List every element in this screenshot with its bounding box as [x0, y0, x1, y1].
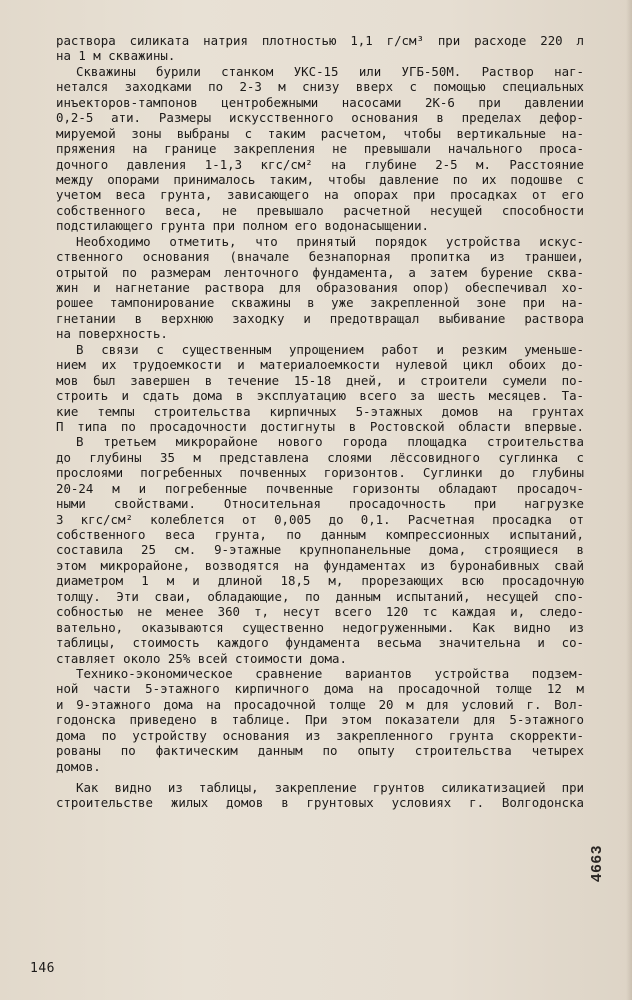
text-line: диаметром 1 м и длиной 18,5 м, прорезающих всю просадочную	[56, 573, 584, 589]
text-line: дома по устройству основания из закрепленного грунта скорректи-	[56, 727, 584, 743]
text-line: Скважины бурили станком УКС-15 или УГБ-50М. Раствор наг-	[76, 63, 584, 79]
text-line: ными свойствами. Относительная просадочность при нагрузке	[56, 496, 584, 512]
text-line: пряжения на границе закрепления не превышали начального проса-	[56, 141, 584, 157]
text-line: мов был завершен в течение 15-18 дней, и строители сумели по-	[56, 372, 584, 388]
text-line: между опорами принималось таким, чтобы давление по их подошве с	[56, 171, 584, 187]
text-line: домов.	[56, 758, 101, 774]
text-line: 0,2-5 ати. Размеры искусственного основания в пределах дефор-	[56, 110, 584, 126]
text-line: составила 25 см. 9-этажные крупнопанельные дома, строящиеся в	[56, 542, 584, 558]
text-line: 20-24 м и погребенные почвенные горизонты обладают просадоч-	[56, 480, 584, 496]
text-line: подстилающего грунта при полном его водонасыщении.	[56, 218, 429, 234]
text-line: нетался заходками по 2-3 м снизу вверх с помощью специальных	[56, 79, 584, 95]
text-line: на 1 м скважины.	[56, 48, 176, 64]
text-line: Технико-экономическое сравнение вариантов устройства подзем-	[76, 665, 584, 681]
text-line: ственного основания (вначале безнапорная пропитка из траншеи,	[56, 249, 584, 265]
text-line: собностью не менее 360 т, несут всего 120 тс каждая и, следо-	[56, 604, 584, 620]
text-line: рованы по фактическим данным по опыту строительства четырех	[56, 743, 584, 759]
text-line: и 9-этажного дома на просадочной толще 20 м для условий г. Вол-	[56, 696, 584, 712]
text-line: Как видно из таблицы, закрепление грунтов силикатизацией при	[76, 780, 584, 795]
page-edge-shadow	[626, 0, 632, 1000]
text-line: вательно, оказываются существенно недогруженными. Как видно из	[56, 619, 584, 635]
text-line: инъекторов-тампонов центробежными насосами 2К-6 при давлении	[56, 94, 584, 110]
text-line: собственного веса грунта, по данным компрессионных испытаний,	[56, 527, 584, 542]
text-line: П типа по просадочности достигнуты в Ростовской области впервые.	[56, 418, 584, 434]
text-line: раствора силиката натрия плотностью 1,1 г/см³ при расходе 220 л	[56, 33, 584, 48]
archive-stamp-number: 4663	[588, 844, 605, 882]
text-line: строительстве жилых домов в грунтовых условиях г. Волгодонска	[56, 795, 584, 811]
text-line: нием их трудоемкости и материалоемкости нулевой цикл обоих до-	[56, 357, 584, 373]
text-line: толщу. Эти сваи, обладающие, по данным испытаний, несущей спо-	[56, 588, 584, 604]
text-line: В связи с существенным упрощением работ и резким уменьше-	[76, 341, 584, 357]
text-line: ной части 5-этажного кирпичного дома на просадочной толще 12 м	[56, 681, 584, 697]
text-line: этом микрорайоне, возводятся на фундаментах из буронабивных свай	[56, 557, 584, 573]
text-line: прослоями погребенных почвенных горизонтов. Суглинки до глубины	[56, 465, 584, 481]
text-line: до глубины 35 м представлена слоями лёссовидного суглинка с	[56, 449, 584, 465]
text-line: отрытой по размерам ленточного фундамента, а затем бурение сква-	[56, 264, 584, 280]
text-line: 3 кгс/см² колеблется от 0,005 до 0,1. Расчетная просадка от	[56, 511, 584, 527]
text-line: на поверхность.	[56, 326, 168, 342]
text-line: собственного веса, не превышало расчетной несущей способности	[56, 202, 584, 218]
page-number: 146	[30, 961, 55, 976]
text-line: кие темпы строительства кирпичных 5-этажных домов на грунтах	[56, 403, 584, 419]
text-line: дочного давления 1-1,3 кгс/см² на глубине 2-5 м. Расстояние	[56, 156, 584, 172]
text-line: таблицы, стоимость каждого фундамента весьма значительна и со-	[56, 635, 584, 651]
text-line: жин и нагнетание раствора для образования опор) обеспечивал хо-	[56, 280, 584, 295]
text-line: учетом веса грунта, зависающего на опорах при просадках от его	[56, 187, 584, 203]
text-line: Необходимо отметить, что принятый порядок устройства искус-	[76, 233, 584, 249]
text-line: мируемой зоны выбраны с таким расчетом, чтобы вертикальные на-	[56, 125, 584, 141]
body-text	[56, 33, 584, 811]
text-line: гнетании в верхнюю заходку и предотвращал выбивание раствора	[56, 310, 584, 326]
text-line: ставляет около 25% всей стоимости дома.	[56, 650, 347, 666]
text-line: годонска приведено в таблице. При этом показатели для 5-этажного	[56, 712, 584, 728]
text-line: рошее тампонирование скважины в уже закрепленной зоне при на-	[56, 295, 584, 311]
text-line: В третьем микрорайоне нового города площадка строительства	[76, 434, 584, 450]
text-line: строить и сдать дома в эксплуатацию всего за шесть месяцев. Та-	[56, 388, 584, 404]
